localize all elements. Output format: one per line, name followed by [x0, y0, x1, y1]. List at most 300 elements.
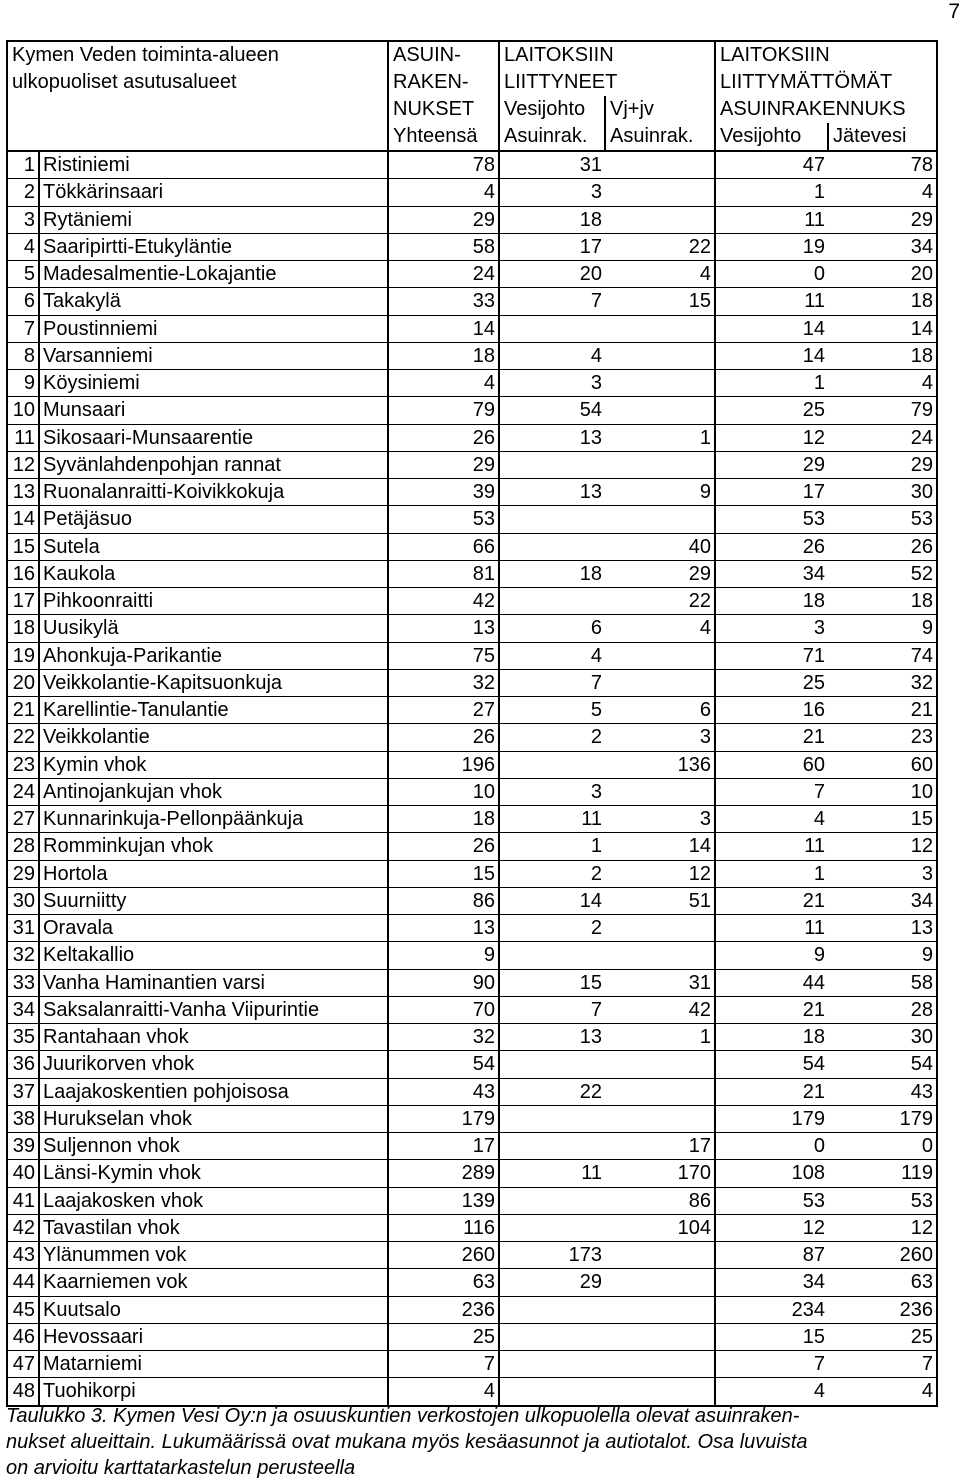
unconnected-sewer-count: 7 [828, 1351, 937, 1378]
unconnected-sewer-count: 9 [828, 942, 937, 969]
unconnected-water-count: 179 [715, 1105, 828, 1132]
total-count: 289 [388, 1160, 499, 1187]
row-number: 27 [7, 806, 39, 833]
area-name: Rytäniemi [39, 206, 388, 233]
unconnected-water-count: 16 [715, 697, 828, 724]
connected-water-count [499, 533, 605, 560]
table-row [7, 1296, 937, 1323]
unconnected-sewer-count: 10 [828, 778, 937, 805]
area-name: Matarniemi [39, 1351, 388, 1378]
area-name: Ahonkuja-Parikantie [39, 642, 388, 669]
row-number: 48 [7, 1378, 39, 1406]
total-count: 75 [388, 642, 499, 669]
header-row-4 [7, 123, 937, 151]
area-name: Tökkärinsaari [39, 179, 388, 206]
liittyneet-header: LIITTYNEET [499, 69, 715, 96]
connected-water-sewer-count [605, 206, 715, 233]
area-name: Munsaari [39, 397, 388, 424]
table-row [7, 506, 937, 533]
total-count: 54 [388, 1051, 499, 1078]
row-number: 30 [7, 887, 39, 914]
table-row [7, 1133, 937, 1160]
unconnected-sewer-count: 30 [828, 1024, 937, 1051]
unconnected-water-count: 71 [715, 642, 828, 669]
row-number: 40 [7, 1160, 39, 1187]
connected-water-count [499, 1187, 605, 1214]
area-name: Antinojankujan vhok [39, 778, 388, 805]
area-name: Ylänummen vok [39, 1242, 388, 1269]
unconnected-water-count: 25 [715, 669, 828, 696]
area-name: Veikkolantie-Kapitsuonkuja [39, 669, 388, 696]
row-number: 19 [7, 642, 39, 669]
unconnected-sewer-count: 34 [828, 233, 937, 260]
row-number: 9 [7, 370, 39, 397]
area-name: Hortola [39, 860, 388, 887]
header-row-3 [7, 96, 937, 123]
total-count: 58 [388, 233, 499, 260]
connected-water-sewer-count [605, 179, 715, 206]
unconnected-water-count: 54 [715, 1051, 828, 1078]
area-header-blank [7, 123, 388, 151]
unconnected-sewer-count: 12 [828, 833, 937, 860]
vesijohto-header: Vesijohto [715, 123, 828, 151]
unconnected-water-count: 108 [715, 1160, 828, 1187]
connected-water-count [499, 451, 605, 478]
connected-water-sewer-count [605, 1105, 715, 1132]
total-count: 53 [388, 506, 499, 533]
row-number: 7 [7, 315, 39, 342]
jatevesi-header: Jätevesi [828, 123, 937, 151]
table-row [7, 1323, 937, 1350]
connected-water-sewer-count [605, 370, 715, 397]
row-number: 11 [7, 424, 39, 451]
total-count: 9 [388, 942, 499, 969]
area-name: Kaarniemen vok [39, 1269, 388, 1296]
connected-water-count [499, 1105, 605, 1132]
header-row-2 [7, 69, 937, 96]
unconnected-sewer-count: 119 [828, 1160, 937, 1187]
unconnected-sewer-count: 21 [828, 697, 937, 724]
area-name: Ristiniemi [39, 151, 388, 179]
row-number: 15 [7, 533, 39, 560]
table-row [7, 697, 937, 724]
asuinrakennukset-header: NUKSET [388, 96, 499, 123]
unconnected-water-count: 14 [715, 342, 828, 369]
connected-water-sewer-count [605, 942, 715, 969]
table-row [7, 806, 937, 833]
row-number: 6 [7, 288, 39, 315]
unconnected-sewer-count: 260 [828, 1242, 937, 1269]
connected-water-count: 5 [499, 697, 605, 724]
connected-water-count: 4 [499, 342, 605, 369]
connected-water-sewer-count [605, 342, 715, 369]
unconnected-sewer-count: 58 [828, 969, 937, 996]
area-name: Laajakosken vhok [39, 1187, 388, 1214]
unconnected-sewer-count: 60 [828, 751, 937, 778]
connected-water-sewer-count [605, 451, 715, 478]
row-number: 16 [7, 560, 39, 587]
connected-water-sewer-count [605, 1051, 715, 1078]
total-count: 29 [388, 451, 499, 478]
area-name: Takakylä [39, 288, 388, 315]
unconnected-sewer-count: 9 [828, 615, 937, 642]
total-count: 14 [388, 315, 499, 342]
table-row [7, 588, 937, 615]
row-number: 13 [7, 479, 39, 506]
row-number: 35 [7, 1024, 39, 1051]
area-name: Poustinniemi [39, 315, 388, 342]
connected-water-count: 7 [499, 288, 605, 315]
unconnected-sewer-count: 4 [828, 370, 937, 397]
row-number: 31 [7, 915, 39, 942]
row-number: 17 [7, 588, 39, 615]
unconnected-sewer-count: 28 [828, 996, 937, 1023]
connected-water-sewer-count: 9 [605, 479, 715, 506]
row-number: 32 [7, 942, 39, 969]
area-name: Suljennon vhok [39, 1133, 388, 1160]
unconnected-water-count: 3 [715, 615, 828, 642]
unconnected-water-count: 44 [715, 969, 828, 996]
table-row [7, 342, 937, 369]
connected-water-count: 18 [499, 560, 605, 587]
row-number: 42 [7, 1214, 39, 1241]
unconnected-water-count: 14 [715, 315, 828, 342]
connected-water-sewer-count [605, 778, 715, 805]
row-number: 20 [7, 669, 39, 696]
area-name: Tuohikorpi [39, 1378, 388, 1406]
row-number: 41 [7, 1187, 39, 1214]
total-count: 4 [388, 1378, 499, 1406]
table-row [7, 615, 937, 642]
connected-water-count: 6 [499, 615, 605, 642]
row-number: 46 [7, 1323, 39, 1350]
unconnected-sewer-count: 79 [828, 397, 937, 424]
table-row [7, 370, 937, 397]
table-row [7, 1051, 937, 1078]
unconnected-water-count: 87 [715, 1242, 828, 1269]
row-number: 45 [7, 1296, 39, 1323]
table-row [7, 1351, 937, 1378]
table-row [7, 479, 937, 506]
area-name: Kunnarinkuja-Pellonpäänkuja [39, 806, 388, 833]
table-row [7, 315, 937, 342]
connected-water-count: 22 [499, 1078, 605, 1105]
liittyneet-header: LAITOKSIIN [499, 41, 715, 69]
unconnected-sewer-count: 4 [828, 179, 937, 206]
area-name: Veikkolantie [39, 724, 388, 751]
connected-water-count: 3 [499, 370, 605, 397]
table-row [7, 778, 937, 805]
table-row [7, 969, 937, 996]
connected-water-sewer-count: 17 [605, 1133, 715, 1160]
unconnected-water-count: 53 [715, 1187, 828, 1214]
total-count: 13 [388, 615, 499, 642]
total-count: 116 [388, 1214, 499, 1241]
total-count: 4 [388, 179, 499, 206]
asuinrakennukset-header: ASUIN- [388, 41, 499, 69]
connected-water-count: 13 [499, 1024, 605, 1051]
row-number: 33 [7, 969, 39, 996]
area-name: Romminkujan vhok [39, 833, 388, 860]
unconnected-sewer-count: 63 [828, 1269, 937, 1296]
row-number: 44 [7, 1269, 39, 1296]
unconnected-water-count: 18 [715, 1024, 828, 1051]
asuinrak-header: Asuinrak. [499, 123, 605, 151]
area-name: Saaripirtti-Etukyläntie [39, 233, 388, 260]
area-name: Tavastilan vhok [39, 1214, 388, 1241]
row-number: 36 [7, 1051, 39, 1078]
unconnected-water-count: 0 [715, 1133, 828, 1160]
connected-water-count: 13 [499, 479, 605, 506]
total-count: 26 [388, 424, 499, 451]
unconnected-sewer-count: 29 [828, 206, 937, 233]
total-count: 79 [388, 397, 499, 424]
area-name: Uusikylä [39, 615, 388, 642]
connected-water-sewer-count [605, 915, 715, 942]
connected-water-count [499, 751, 605, 778]
table-row [7, 288, 937, 315]
unconnected-water-count: 21 [715, 1078, 828, 1105]
table-row [7, 533, 937, 560]
connected-water-sewer-count [605, 1269, 715, 1296]
unconnected-sewer-count: 23 [828, 724, 937, 751]
table-row [7, 942, 937, 969]
connected-water-count [499, 1323, 605, 1350]
total-count: 86 [388, 887, 499, 914]
connected-water-sewer-count: 22 [605, 233, 715, 260]
table-row [7, 560, 937, 587]
unconnected-sewer-count: 3 [828, 860, 937, 887]
unconnected-sewer-count: 14 [828, 315, 937, 342]
unconnected-sewer-count: 53 [828, 1187, 937, 1214]
connected-water-sewer-count [605, 1242, 715, 1269]
liittymattomat-header: LIITTYMÄTTÖMÄT [715, 69, 937, 96]
connected-water-count: 14 [499, 887, 605, 914]
connected-water-sewer-count: 14 [605, 833, 715, 860]
table-row [7, 397, 937, 424]
connected-water-sewer-count: 3 [605, 806, 715, 833]
area-name: Sutela [39, 533, 388, 560]
connected-water-sewer-count: 51 [605, 887, 715, 914]
area-name: Madesalmentie-Lokajantie [39, 261, 388, 288]
total-count: 24 [388, 261, 499, 288]
row-number: 21 [7, 697, 39, 724]
row-number: 2 [7, 179, 39, 206]
unconnected-sewer-count: 78 [828, 151, 937, 179]
area-name: Juurikorven vhok [39, 1051, 388, 1078]
table-row [7, 1378, 937, 1406]
connected-water-count: 2 [499, 724, 605, 751]
total-count: 25 [388, 1323, 499, 1350]
unconnected-sewer-count: 53 [828, 506, 937, 533]
table-row [7, 1269, 937, 1296]
connected-water-sewer-count: 40 [605, 533, 715, 560]
unconnected-sewer-count: 18 [828, 288, 937, 315]
area-name: Hevossaari [39, 1323, 388, 1350]
area-name: Laajakoskentien pohjoisosa [39, 1078, 388, 1105]
connected-water-count [499, 1296, 605, 1323]
unconnected-water-count: 12 [715, 1214, 828, 1241]
area-name: Suurniitty [39, 887, 388, 914]
connected-water-sewer-count [605, 1296, 715, 1323]
asuinrak-header: Asuinrak. [605, 123, 715, 151]
table-row [7, 424, 937, 451]
connected-water-count: 17 [499, 233, 605, 260]
table-row [7, 451, 937, 478]
total-count: 43 [388, 1078, 499, 1105]
table-row [7, 151, 937, 179]
row-number: 34 [7, 996, 39, 1023]
total-count: 26 [388, 724, 499, 751]
connected-water-count [499, 1214, 605, 1241]
connected-water-count: 4 [499, 642, 605, 669]
connected-water-sewer-count: 104 [605, 1214, 715, 1241]
area-name: Länsi-Kymin vhok [39, 1160, 388, 1187]
unconnected-sewer-count: 52 [828, 560, 937, 587]
connected-water-count: 18 [499, 206, 605, 233]
unconnected-water-count: 47 [715, 151, 828, 179]
table-row [7, 724, 937, 751]
unconnected-water-count: 4 [715, 806, 828, 833]
connected-water-count [499, 1133, 605, 1160]
table-row [7, 860, 937, 887]
total-count: 18 [388, 342, 499, 369]
connected-water-sewer-count [605, 1078, 715, 1105]
area-name: Karellintie-Tanulantie [39, 697, 388, 724]
total-count: 179 [388, 1105, 499, 1132]
unconnected-water-count: 60 [715, 751, 828, 778]
unconnected-water-count: 1 [715, 860, 828, 887]
total-count: 66 [388, 533, 499, 560]
row-number: 38 [7, 1105, 39, 1132]
page-number: 7 [948, 0, 960, 23]
area-name: Kaukola [39, 560, 388, 587]
total-count: 17 [388, 1133, 499, 1160]
unconnected-water-count: 11 [715, 833, 828, 860]
unconnected-water-count: 12 [715, 424, 828, 451]
area-name: Hurukselan vhok [39, 1105, 388, 1132]
table-row [7, 206, 937, 233]
table-row [7, 642, 937, 669]
row-number: 43 [7, 1242, 39, 1269]
table-row [7, 1187, 937, 1214]
asuinrakennukset-header: RAKEN- [388, 69, 499, 96]
total-count: 32 [388, 669, 499, 696]
unconnected-water-count: 29 [715, 451, 828, 478]
unconnected-water-count: 21 [715, 724, 828, 751]
connected-water-count: 2 [499, 915, 605, 942]
total-count: 196 [388, 751, 499, 778]
row-number: 24 [7, 778, 39, 805]
row-number: 8 [7, 342, 39, 369]
area-name: Vanha Haminantien varsi [39, 969, 388, 996]
total-count: 15 [388, 860, 499, 887]
area-name: Oravala [39, 915, 388, 942]
area-name: Petäjäsuo [39, 506, 388, 533]
total-count: 33 [388, 288, 499, 315]
liittymattomat-header: ASUINRAKENNUKS [715, 96, 937, 123]
connected-water-count: 20 [499, 261, 605, 288]
area-name: Saksalanraitti-Vanha Viipurintie [39, 996, 388, 1023]
area-header: Kymen Veden toiminta-alueen [7, 41, 388, 69]
unconnected-water-count: 25 [715, 397, 828, 424]
table-row [7, 1160, 937, 1187]
table-row [7, 233, 937, 260]
connected-water-sewer-count: 136 [605, 751, 715, 778]
unconnected-sewer-count: 30 [828, 479, 937, 506]
table-row [7, 179, 937, 206]
unconnected-sewer-count: 20 [828, 261, 937, 288]
total-count: 27 [388, 697, 499, 724]
connected-water-sewer-count [605, 1378, 715, 1406]
connected-water-count: 1 [499, 833, 605, 860]
row-number: 10 [7, 397, 39, 424]
total-count: 7 [388, 1351, 499, 1378]
vesijohto-header: Vesijohto [499, 96, 605, 123]
connected-water-count [499, 588, 605, 615]
unconnected-water-count: 15 [715, 1323, 828, 1350]
yhteensa-header: Yhteensä [388, 123, 499, 151]
total-count: 78 [388, 151, 499, 179]
area-name: Varsanniemi [39, 342, 388, 369]
connected-water-sewer-count: 1 [605, 1024, 715, 1051]
table-row [7, 996, 937, 1023]
connected-water-sewer-count: 3 [605, 724, 715, 751]
connected-water-count: 54 [499, 397, 605, 424]
table-row [7, 915, 937, 942]
row-number: 28 [7, 833, 39, 860]
table-row [7, 1242, 937, 1269]
total-count: 139 [388, 1187, 499, 1214]
unconnected-sewer-count: 18 [828, 342, 937, 369]
header-row-1 [7, 41, 937, 69]
connected-water-sewer-count [605, 506, 715, 533]
row-number: 22 [7, 724, 39, 751]
unconnected-sewer-count: 26 [828, 533, 937, 560]
unconnected-water-count: 0 [715, 261, 828, 288]
table-caption [6, 1403, 956, 1481]
unconnected-water-count: 4 [715, 1378, 828, 1406]
unconnected-sewer-count: 15 [828, 806, 937, 833]
area-name: Keltakallio [39, 942, 388, 969]
caption-line: Taulukko 3. Kymen Vesi Oy:n ja osuuskuntien verkostojen ulkopuolella olevat asuinraken- [6, 1405, 800, 1427]
connected-water-count [499, 942, 605, 969]
unconnected-water-count: 34 [715, 1269, 828, 1296]
connected-water-sewer-count [605, 1323, 715, 1350]
table-row [7, 887, 937, 914]
connected-water-count [499, 1351, 605, 1378]
unconnected-sewer-count: 34 [828, 887, 937, 914]
row-number: 14 [7, 506, 39, 533]
unconnected-sewer-count: 74 [828, 642, 937, 669]
connected-water-sewer-count: 42 [605, 996, 715, 1023]
total-count: 70 [388, 996, 499, 1023]
table-row [7, 669, 937, 696]
connected-water-sewer-count [605, 669, 715, 696]
caption-line: on arvioitu karttatarkastelun perusteella [6, 1457, 356, 1479]
unconnected-water-count: 18 [715, 588, 828, 615]
unconnected-sewer-count: 24 [828, 424, 937, 451]
connected-water-sewer-count [605, 397, 715, 424]
row-number: 39 [7, 1133, 39, 1160]
table-row [7, 261, 937, 288]
unconnected-sewer-count: 13 [828, 915, 937, 942]
connected-water-sewer-count: 4 [605, 615, 715, 642]
unconnected-water-count: 17 [715, 479, 828, 506]
unconnected-water-count: 21 [715, 887, 828, 914]
vjjv-header: Vj+jv [605, 96, 715, 123]
unconnected-water-count: 234 [715, 1296, 828, 1323]
